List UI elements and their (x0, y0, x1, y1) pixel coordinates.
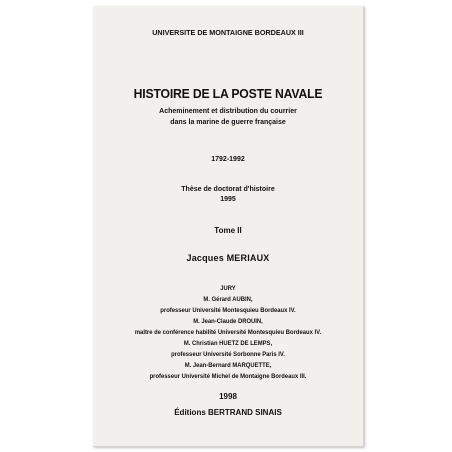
jury-heading: JURY (220, 285, 236, 292)
publication-year: 1998 (219, 392, 237, 401)
jury-affiliation: professeur Université Michel de Montaigne Bordeaux III. (149, 373, 307, 380)
university-name: UNIVERSITE DE MONTAIGNE BORDEAUX III (152, 28, 304, 37)
author-name: Jacques MERIAUX (186, 253, 270, 263)
thesis-label: Thèse de doctorat d'histoire (181, 186, 275, 193)
jury-affiliation: professeur Université Montesquieu Bordeaux IV. (160, 307, 296, 314)
volume-label: Tome II (214, 226, 242, 235)
thesis-year: 1995 (220, 196, 236, 203)
book-cover (93, 6, 364, 447)
jury-affiliation: maître de conférence habilité Université Montesquieu Bordeaux IV. (134, 329, 322, 336)
book-title: HISTOIRE DE LA POSTE NAVALE (133, 86, 323, 101)
jury-member: M. Jean-Bernard MARQUETTE, (184, 362, 272, 369)
jury-member: M. Jean-Claude DROUIN, (193, 318, 263, 325)
jury-member: M. Christian HUETZ DE LEMPS, (183, 340, 273, 347)
date-range: 1792-1992 (211, 156, 245, 163)
jury-affiliation: professeur Université Sorbonne Paris IV. (171, 351, 285, 358)
subtitle-line-1: Acheminement et distribution du courrier (159, 108, 297, 115)
publisher-name: Éditions BERTRAND SINAIS (174, 408, 282, 417)
jury-member: M. Gérard AUBIN, (203, 296, 253, 303)
subtitle-line-2: dans la marine de guerre française (170, 119, 286, 126)
